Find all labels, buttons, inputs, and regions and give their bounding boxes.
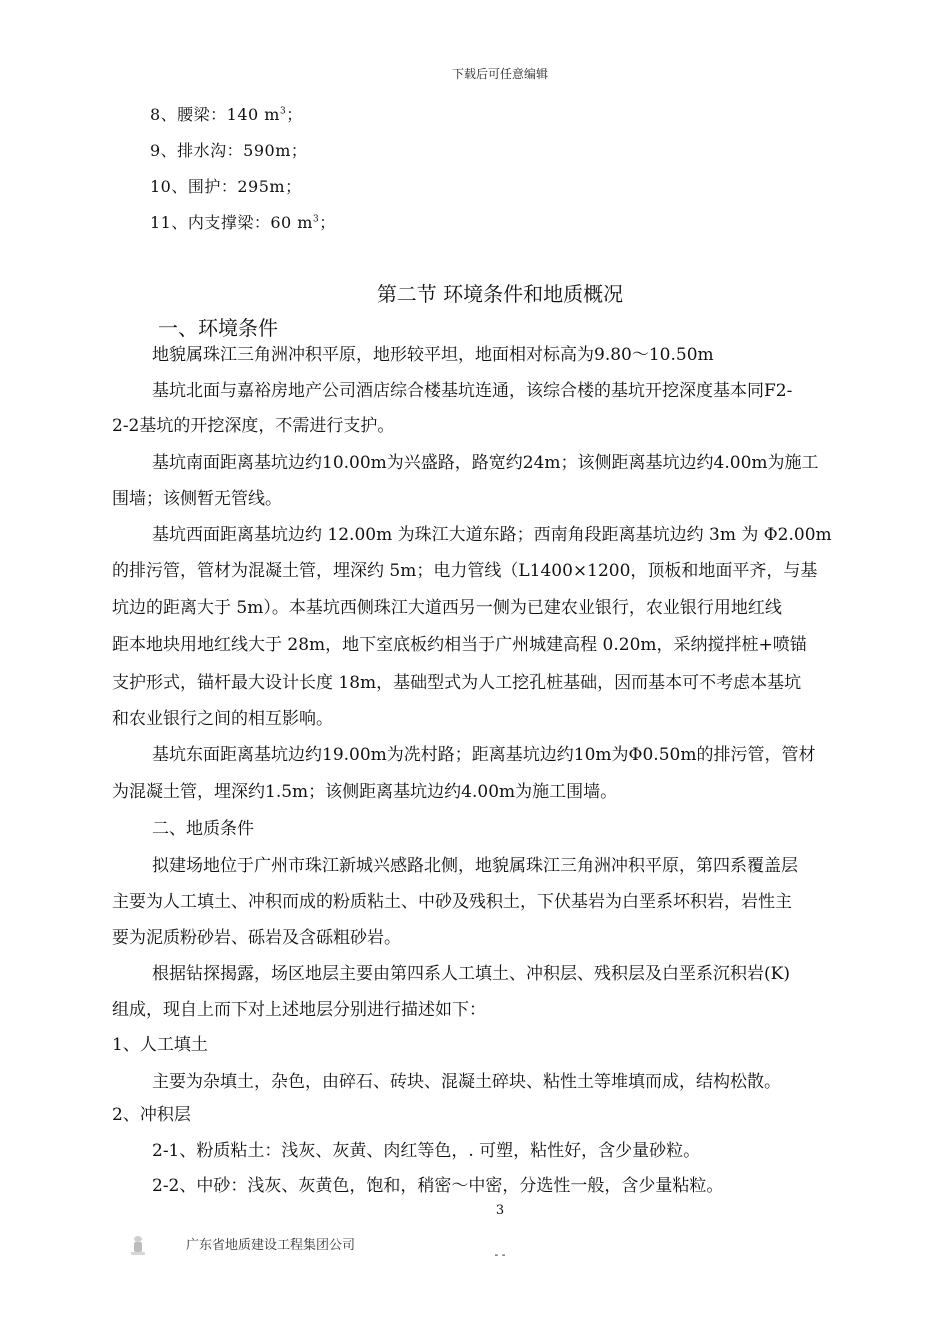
list-item-enclosure bbox=[150, 174, 302, 197]
list-item-label: 11、内支撑梁：60 m bbox=[150, 213, 313, 232]
env-paragraph-5-line-2: 为混凝土管，埋深约1.5m；该侧距离基坑边约4.00m为施工围墙。 bbox=[112, 782, 618, 802]
list-item-end: ； bbox=[319, 213, 336, 232]
list-item-label: 10、围护：295m； bbox=[150, 177, 302, 196]
page-footer: - - bbox=[494, 1248, 506, 1261]
env-paragraph-1: 地貌属珠江三角洲冲积平原，地形较平坦，地面相对标高为9.80～10.50m bbox=[152, 345, 714, 365]
list-item-drainage bbox=[150, 138, 307, 161]
geo-paragraph-2-line-1: 根据钻探揭露，场区地层主要由第四系人工填土、冲积层、残积层及白垩系沉积岩(K) bbox=[152, 964, 790, 984]
env-paragraph-5-line-1: 基坑东面距离基坑边约19.00m为冼村路；距离基坑边约10m为Φ0.50m的排污管，管材 bbox=[152, 745, 816, 765]
geo-paragraph-1-line-1: 拟建场地位于广州市珠江新城兴感路北侧，地貌属珠江三角洲冲积平原，第四系覆盖层 bbox=[152, 856, 798, 876]
env-paragraph-3-line-2: 围墙；该侧暂无管线。 bbox=[112, 489, 282, 509]
subsection-title-geology: 二、地质条件 bbox=[152, 819, 254, 839]
page-number: 3 bbox=[495, 1203, 505, 1218]
list-item-end: ； bbox=[286, 105, 303, 124]
page-header: 下载后可任意编辑 bbox=[451, 67, 548, 81]
env-paragraph-4-line-1: 基坑西面距离基坑边约 12.00m 为珠江大道东路；西南角段距离基坑边约 3m 为 Φ2.00m bbox=[152, 525, 832, 545]
superscript: 3 bbox=[312, 214, 320, 225]
geo-paragraph-2-line-2: 组成，现自上而下对上述地层分别进行描述如下： bbox=[112, 1000, 486, 1020]
geo-alluvial-sand: 2-2、中砂：浅灰、灰黄色，饱和，稍密～中密，分选性一般，含少量粘粒。 bbox=[152, 1176, 724, 1196]
geo-paragraph-1-line-2: 主要为人工填土、冲积而成的粉质粘土、中砂及残积土，下伏基岩为白垩系坏积岩，岩性主 bbox=[112, 892, 792, 912]
env-paragraph-2-line-1: 基坑北面与嘉裕房地产公司酒店综合楼基坑连通，该综合楼的基坑开挖深度基本同F2- bbox=[152, 381, 793, 401]
list-item-label: 8、腰梁：140 m bbox=[150, 105, 280, 124]
list-item-waist-beam bbox=[150, 102, 303, 125]
env-paragraph-3-line-1: 基坑南面距离基坑边约10.00m为兴盛路，路宽约24m；该侧距离基坑边约4.00m为施工 bbox=[152, 453, 819, 473]
geo-heading-alluvial: 2、冲积层 bbox=[112, 1105, 191, 1125]
geo-heading-fill: 1、人工填土 bbox=[112, 1035, 208, 1055]
company-name: 广东省地质建设工程集团公司 bbox=[186, 1238, 356, 1253]
env-paragraph-4-line-5: 支护形式，锚杆最大设计长度 18m，基础型式为人工挖孔桩基础，因而基本可不考虑本基坑 bbox=[112, 673, 802, 693]
env-paragraph-4-line-6: 和农业银行之间的相互影响。 bbox=[112, 709, 333, 729]
geo-fill-description: 主要为杂填土，杂色，由碎石、砖块、混凝土碎块、粘性土等堆填而成，结构松散。 bbox=[152, 1072, 781, 1092]
env-paragraph-4-line-2: 的排污管，管材为混凝土管，埋深约 5m；电力管线（L1400×1200，顶板和地面平齐，与基 bbox=[112, 561, 818, 581]
env-paragraph-4-line-3: 坑边的距离大于 5m）。本基坑西侧珠江大道西另一侧为已建农业银行，农业银行用地红线 bbox=[112, 598, 782, 618]
list-item-label: 9、排水沟：590m； bbox=[150, 141, 308, 160]
subsection-title-environment: 一、环境条件 bbox=[158, 316, 278, 340]
env-paragraph-2-line-2: 2-2基坑的开挖深度，不需进行支护。 bbox=[112, 416, 395, 436]
section-title: 第二节 环境条件和地质概况 bbox=[376, 282, 624, 306]
geo-alluvial-clay: 2-1、粉质粘土：浅灰、灰黄、肉红等色，. 可塑，粘性好，含少量砂粒。 bbox=[152, 1141, 701, 1161]
geo-paragraph-1-line-3: 要为泥质粉砂岩、砾岩及含砾粗砂岩。 bbox=[112, 928, 401, 948]
env-paragraph-4-line-4: 距本地块用地红线大于 28m，地下室底板约相当于广州城建高程 0.20m，采纳搅拌桩+喷锚 bbox=[112, 635, 807, 655]
list-item-inner-support bbox=[150, 210, 336, 233]
superscript: 3 bbox=[279, 106, 287, 117]
